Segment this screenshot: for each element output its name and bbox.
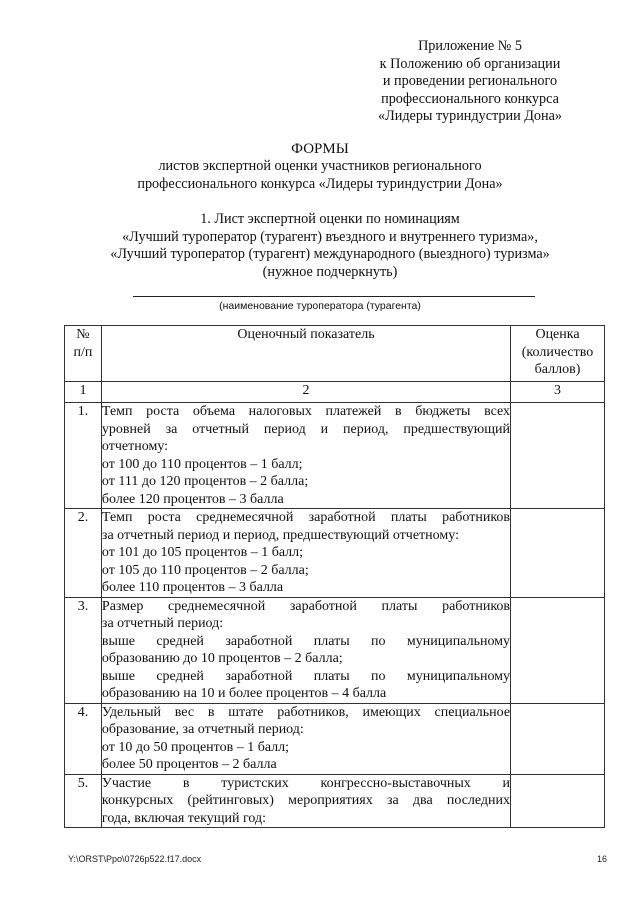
- appendix-line: «Лидеры туриндустрии Дона»: [378, 108, 562, 124]
- document-title: ФОРМЫ: [291, 141, 349, 157]
- subtitle-line: профессионального конкурса «Лидеры туриндустрии Дона»: [137, 175, 503, 192]
- row-number: 5.: [65, 774, 102, 828]
- sheet-heading-line: 1. Лист экспертной оценки по номинациям: [200, 211, 460, 227]
- sheet-heading: [80, 211, 580, 281]
- appendix-line: к Положению об организации: [379, 55, 561, 72]
- footer-page-number: 16: [596, 854, 607, 864]
- row-number: 3.: [65, 597, 102, 703]
- score-cell[interactable]: [511, 774, 605, 828]
- column-index: 2: [101, 382, 510, 403]
- table-header-row: [65, 326, 605, 382]
- row-indicator: Темп роста объема налоговых платежей в бюджеты всех уровней за отчетный период и период, предшествующий отчетному: от 100 до 110 процентов – 1 балл; от 111 до 120 процентов – 2 балла; более 120 процентов – 3 балла: [101, 404, 511, 507]
- score-cell[interactable]: [511, 403, 605, 509]
- score-cell[interactable]: [511, 509, 605, 598]
- table-row: [65, 703, 605, 774]
- table-row: [65, 597, 605, 703]
- row-indicator: Удельный вес в штате работников, имеющих специальное образование, за отчетный период: от 10 до 50 процентов – 1 балл; более 50 процентов – 2 балла: [101, 704, 511, 772]
- score-cell[interactable]: [511, 597, 605, 703]
- sheet-heading-line: (нужное подчеркнуть): [262, 263, 398, 280]
- appendix-line: Приложение № 5: [418, 38, 522, 54]
- operator-name-caption: (наименование туроператора (турагента): [219, 300, 421, 312]
- footer-file-path: Y:\ORST\Ppo\0726p522.f17.docx: [68, 854, 202, 864]
- column-index: 1: [65, 382, 102, 403]
- subtitle-line: листов экспертной оценки участников регионального: [158, 158, 482, 174]
- row-number: 2.: [65, 509, 102, 598]
- operator-name-line: [133, 296, 535, 297]
- header-num: № п/п: [65, 326, 102, 382]
- row-indicator: Размер среднемесячной заработной платы работников за отчетный период: выше средней заработной платы по муниципальному образованию до 10 процентов – 2 балла; выше средней заработной платы по муниципальному образованию на 10 и более процентов – 4 балла: [101, 598, 511, 701]
- column-index: 3: [511, 382, 605, 403]
- score-cell[interactable]: [511, 703, 605, 774]
- appendix-line: профессионального конкурса: [381, 90, 559, 107]
- sheet-heading-line: «Лучший туроператор (турагент) международного (выездного) туризма»: [110, 246, 550, 262]
- row-indicator: Участие в туристских конгрессно-выставочных и конкурсных (рейтинговых) мероприятиях за два последних года, включая текущий год:: [101, 775, 511, 826]
- header-indicator: Оценочный показатель: [101, 326, 510, 382]
- row-number: 4.: [65, 703, 102, 774]
- appendix-line: и проведении регионального: [382, 73, 558, 89]
- table-row: [65, 403, 605, 509]
- appendix-reference: [340, 38, 600, 126]
- table-row: [65, 509, 605, 598]
- row-indicator: Темп роста среднемесячной заработной платы работников за отчетный период и период, предшествующий отчетному: от 101 до 105 процентов – 1 балл; от 105 до 110 процентов – 2 балла; более 110 процентов – 3 балла: [101, 510, 511, 595]
- column-index-row: [65, 382, 605, 403]
- row-number: 1.: [65, 403, 102, 509]
- table-row: [65, 774, 605, 828]
- document-subtitle: [0, 158, 640, 193]
- evaluation-table: [64, 325, 605, 828]
- sheet-heading-line: «Лучший туроператор (турагент) въездного и внутреннего туризма»,: [122, 228, 538, 245]
- header-score: Оценка (количество баллов): [511, 326, 605, 382]
